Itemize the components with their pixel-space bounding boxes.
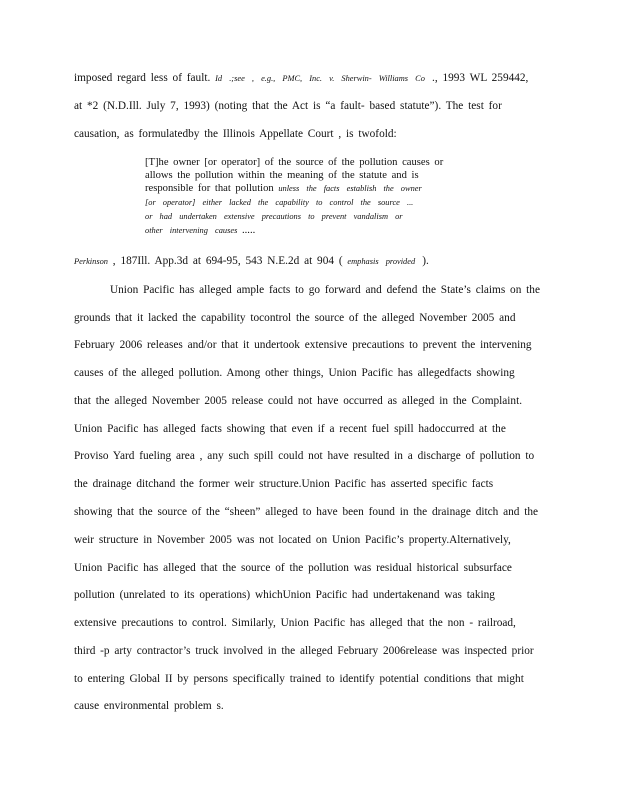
paragraph-line: showing that the source of the “sheen” alleged to have been found in the drainage ditch and the bbox=[74, 506, 539, 518]
paragraph-line: weir structure in November 2005 was not located on Union Pacific’s property.Alternatively, bbox=[74, 534, 511, 546]
paragraph-line: causes of the alleged pollution. Among other things, Union Pacific has allegedfacts showing bbox=[74, 367, 515, 379]
emphasized-text: or had undertaken extensive precautions to prevent vandalism or bbox=[145, 212, 403, 221]
paragraph-line: Union Pacific has alleged ample facts to go forward and defend the State’s claims on the bbox=[110, 284, 540, 296]
paragraph-line: extensive precautions to control. Similarly, Union Pacific has alleged that the non - railroad, bbox=[74, 617, 516, 629]
paragraph-line: Union Pacific has alleged that the source of the pollution was residual historical subsurface bbox=[74, 562, 512, 574]
paragraph-line bbox=[74, 127, 544, 141]
paragraph-line: pollution (unrelated to its operations) whichUnion Pacific had undertakenand was taking bbox=[74, 589, 495, 601]
text-run: responsible for that pollution bbox=[145, 183, 279, 194]
emphasized-text: [or operator] either lacked the capability to control the source ... bbox=[145, 198, 414, 207]
text-run: , 187Ill. App.3d at 694-95, 543 N.E.2d at 904 ( bbox=[107, 255, 348, 267]
text-run: at *2 (N.D.Ill. July 7, 1993) (noting that the Act is “a fault- based statute”). The test for bbox=[74, 100, 502, 112]
case-citation: Id .;see , e.g., PMC, Inc. v. Sherwin- Williams Co bbox=[215, 74, 432, 83]
block-quote-line bbox=[145, 170, 475, 182]
paragraph-line bbox=[74, 71, 544, 86]
block-quote-line bbox=[145, 211, 475, 223]
text-run: ., 1993 WL 259442, bbox=[432, 72, 529, 84]
paragraph-line bbox=[74, 99, 544, 113]
text-run: imposed regard less of fault. bbox=[74, 72, 216, 84]
block-quote-line bbox=[145, 197, 475, 209]
paragraph-line: cause environmental problem s. bbox=[74, 700, 224, 712]
paragraph-line: February 2006 releases and/or that it undertook extensive precautions to prevent the intervening bbox=[74, 339, 532, 351]
text-run: [T]he owner [or operator] of the source of the pollution causes or bbox=[145, 157, 444, 168]
paragraph-line: Proviso Yard fueling area , any such spill could not have resulted in a discharge of pollution to bbox=[74, 450, 535, 462]
block-quote-line bbox=[145, 225, 475, 237]
paragraph-line: grounds that it lacked the capability tocontrol the source of the alleged November 2005 and bbox=[74, 312, 516, 324]
text-run: allows the pollution within the meaning of the statute and is bbox=[145, 170, 419, 181]
citation-line bbox=[74, 254, 544, 269]
block-quote-line bbox=[145, 157, 475, 169]
emphasis-note: emphasis provided bbox=[347, 257, 423, 266]
emphasized-text: other intervening causes bbox=[145, 226, 238, 235]
case-name: Perkinson bbox=[74, 257, 108, 266]
text-run: ). bbox=[422, 255, 429, 267]
text-run: ..... bbox=[237, 225, 256, 236]
paragraph-line: to entering Global II by persons specifically trained to identify potential conditions that might bbox=[74, 673, 524, 685]
paragraph-line: the drainage ditchand the former weir structure.Union Pacific has asserted specific facts bbox=[74, 478, 494, 490]
emphasized-text: unless the facts establish the owner bbox=[278, 184, 422, 193]
block-quote-line bbox=[145, 183, 475, 195]
paragraph-line: third -p arty contractor’s truck involved in the alleged February 2006release was inspected prior bbox=[74, 645, 534, 657]
paragraph-line: Union Pacific has alleged facts showing that even if a recent fuel spill hadoccurred at the bbox=[74, 423, 506, 435]
text-run: causation, as formulatedby the Illinois Appellate Court , is twofold: bbox=[74, 128, 397, 140]
paragraph-line: that the alleged November 2005 release could not have occurred as alleged in the Complaint. bbox=[74, 395, 523, 407]
